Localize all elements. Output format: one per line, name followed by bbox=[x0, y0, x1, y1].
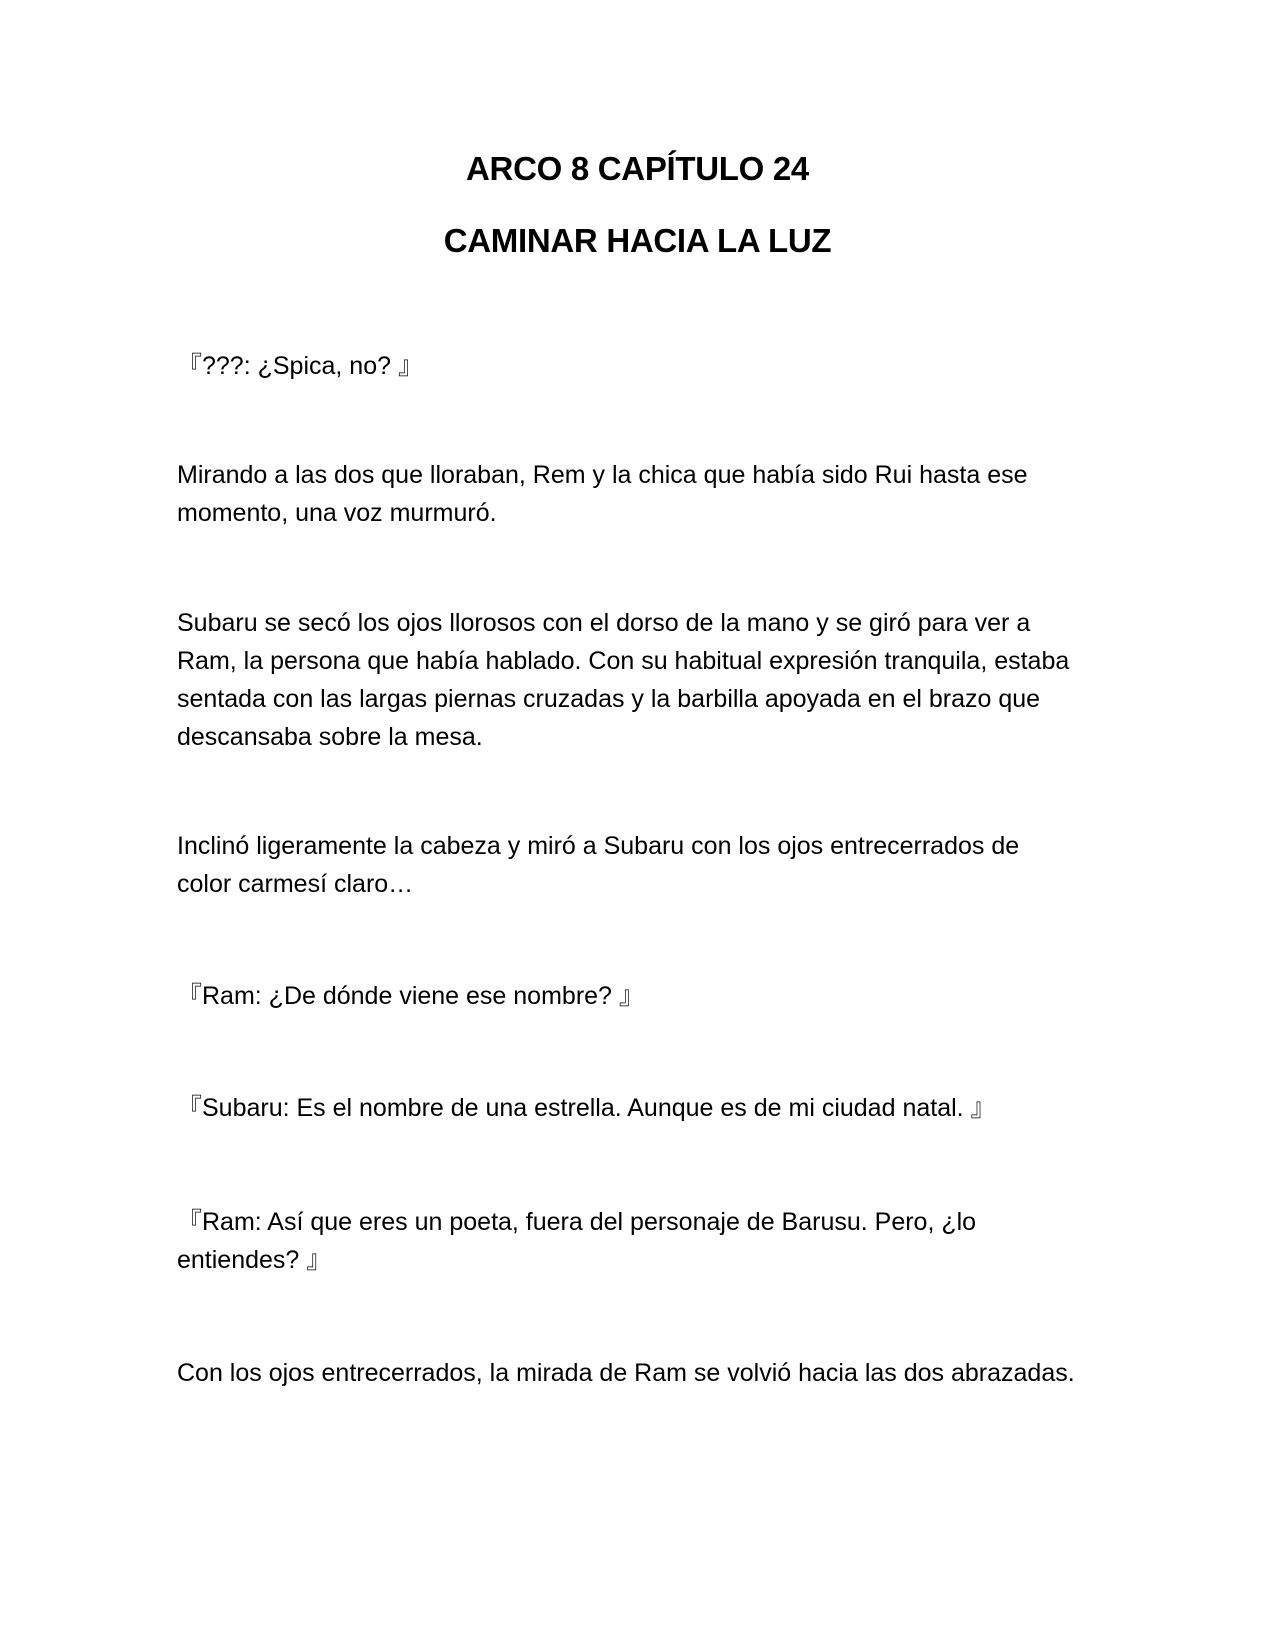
chapter-title: ARCO 8 CAPÍTULO 24 bbox=[466, 150, 809, 187]
paragraph: Inclinó ligeramente la cabeza y miró a Subaru con los ojos entrecerrados de color carmesí claro… bbox=[177, 832, 1020, 898]
paragraph: Mirando a las dos que lloraban, Rem y la chica que había sido Rui hasta ese momento, una voz murmuró. bbox=[177, 461, 1028, 527]
paragraph: Con los ojos entrecerrados, la mirada de Ram se volvió hacia las dos abrazadas. bbox=[177, 1359, 1075, 1387]
paragraph: 『Subaru: Es el nombre de una estrella. Aunque es de mi ciudad natal. 』 bbox=[177, 1094, 996, 1122]
paragraph: 『Ram: ¿De dónde viene ese nombre? 』 bbox=[177, 982, 644, 1010]
paragraph: 『???: ¿Spica, no? 』 bbox=[177, 352, 423, 380]
paragraph: Subaru se secó los ojos llorosos con el dorso de la mano y se giró para ver a Ram, la persona que había hablado. Con su habitual expresión tranquila, estaba sentada con las largas piernas cruzadas y la barbilla apoyada en el brazo que descansaba sobre la mesa. bbox=[177, 609, 1070, 751]
chapter-subtitle: CAMINAR HACIA LA LUZ bbox=[443, 222, 832, 259]
paragraph: 『Ram: Así que eres un poeta, fuera del personaje de Barusu. Pero, ¿lo entiendes? 』 bbox=[177, 1208, 977, 1274]
